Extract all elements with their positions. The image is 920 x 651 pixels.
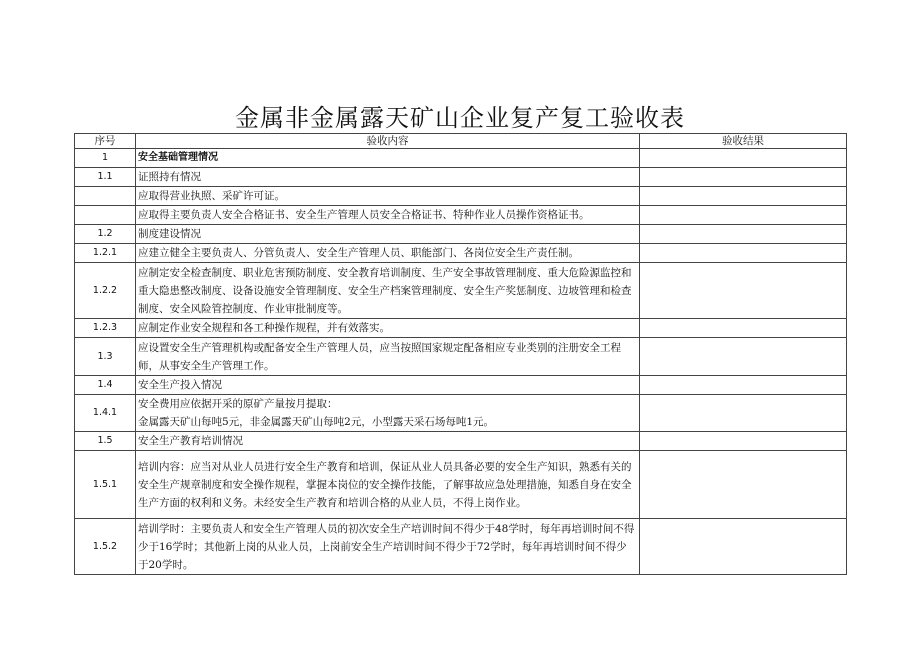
row-number: 1.4 [75,376,136,395]
row-number: 1 [75,149,136,168]
row-result[interactable] [640,225,847,244]
page-title: 金属非金属露天矿山企业复产复工验收表 [235,104,685,132]
row-content: 应取得营业执照、采矿许可证。 [136,187,640,206]
row-number: 1.2 [75,225,136,244]
row-number: 1.2.1 [75,244,136,263]
row-content: 应取得主要负责人安全合格证书、安全生产管理人员安全合格证书、特种作业人员操作资格证书。 [136,206,640,225]
table-row [75,168,847,187]
table-row [75,319,847,338]
row-content: 应制定安全检查制度、职业危害预防制度、安全教育培训制度、生产安全事故管理制度、重大危险源监控和重大隐患整改制度、设备设施安全管理制度、安全生产档案管理制度、安全生产奖惩制度、边坡管理和检查制度、安全风险管控制度、作业审批制度等。 [136,263,640,319]
row-number: 1.3 [75,338,136,376]
row-number: 1.2.3 [75,319,136,338]
table-row [75,519,847,575]
row-result[interactable] [640,149,847,168]
table-row [75,206,847,225]
row-content: 安全生产投入情况 [136,376,640,395]
row-content: 培训学时：主要负责人和安全生产管理人员的初次安全生产培训时间不得少于48学时，每年再培训时间不得少于16学时；其他新上岗的从业人员，上岗前安全生产培训时间不得少于72学时，每年再培训时间不得少于20学时。 [136,519,640,575]
acceptance-table [74,133,847,575]
row-content: 证照持有情况 [136,168,640,187]
table-row [75,187,847,206]
row-content: 应建立健全主要负责人、分管负责人、安全生产管理人员、职能部门、各岗位安全生产责任制。 [136,244,640,263]
row-content: 培训内容：应当对从业人员进行安全生产教育和培训，保证从业人员具备必要的安全生产知识，熟悉有关的安全生产规章制度和安全操作规程，掌握本岗位的安全操作技能，了解事故应急处理措施，知悉自身在安全生产方面的权利和义务。未经安全生产教育和培训合格的从业人员，不得上岗作业。 [136,451,640,519]
header-result: 验收结果 [640,134,847,149]
row-number: 1.5 [75,432,136,451]
row-content: 安全生产教育培训情况 [136,432,640,451]
row-result[interactable] [640,244,847,263]
row-result[interactable] [640,319,847,338]
table-row [75,395,847,432]
row-number: 1.5.2 [75,519,136,575]
row-content: 安全基础管理情况 [136,149,640,168]
header-no: 序号 [75,134,136,149]
table-row [75,338,847,376]
table-row [75,376,847,395]
row-content: 应设置安全生产管理机构或配备安全生产管理人员，应当按照国家规定配备相应专业类别的注册安全工程师，从事安全生产管理工作。 [136,338,640,376]
row-content: 应制定作业安全规程和各工种操作规程，并有效落实。 [136,319,640,338]
row-result[interactable] [640,451,847,519]
row-number: 1.5.1 [75,451,136,519]
table-row [75,244,847,263]
table-row [75,225,847,244]
row-number [75,187,136,206]
table-body [75,149,847,575]
row-number [75,206,136,225]
row-content: 制度建设情况 [136,225,640,244]
row-result[interactable] [640,263,847,319]
row-result[interactable] [640,187,847,206]
row-result[interactable] [640,519,847,575]
table-row [75,263,847,319]
table-row [75,149,847,168]
row-number: 1.1 [75,168,136,187]
header-content: 验收内容 [136,134,640,149]
table-row [75,432,847,451]
table-header-row [75,134,847,149]
row-result[interactable] [640,376,847,395]
row-number: 1.2.2 [75,263,136,319]
row-result[interactable] [640,168,847,187]
row-result[interactable] [640,395,847,432]
row-number: 1.4.1 [75,395,136,432]
table-row [75,451,847,519]
row-result[interactable] [640,338,847,376]
row-result[interactable] [640,432,847,451]
row-result[interactable] [640,206,847,225]
row-content: 安全费用应依据开采的原矿产量按月提取： 金属露天矿山每吨5元，非金属露天矿山每吨2元，小型露天采石场每吨1元。 [136,395,640,432]
